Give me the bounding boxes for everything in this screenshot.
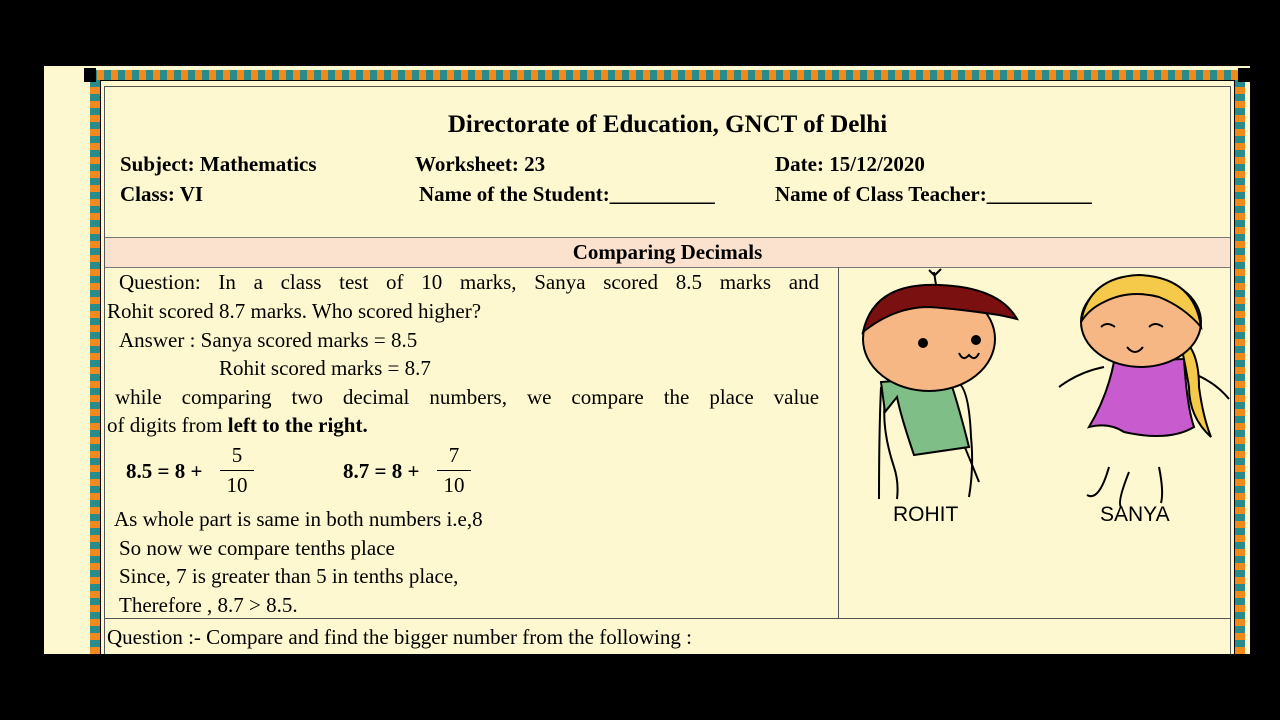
teacher-name-field: Name of Class Teacher:__________: [775, 182, 1092, 206]
word: place: [709, 385, 754, 409]
word: value: [773, 385, 820, 409]
subject-label: Subject: Mathematics: [120, 152, 317, 176]
worksheet-page: [44, 66, 1250, 654]
answer-line-2: Rohit scored marks = 8.7: [219, 356, 431, 380]
border-corner-right: [1238, 68, 1250, 82]
word: comparing: [181, 385, 272, 409]
expression-2-lhs: 8.7 = 8 +: [343, 459, 420, 483]
worksheet-date: Date: 15/12/2020: [775, 152, 925, 176]
illustration-cell: [839, 267, 1230, 619]
word: two: [291, 385, 323, 409]
border-corner-left: [84, 68, 96, 82]
word: Sanya: [534, 270, 586, 294]
step-4-conclusion: Therefore , 8.7 > 8.5.: [119, 593, 298, 617]
worksheet-number: Worksheet: 23: [415, 152, 546, 176]
student-name-field: Name of the Student:__________: [419, 182, 715, 206]
worksheet-frame: [104, 86, 1231, 654]
kids-illustration: [839, 267, 1230, 618]
class-label: Class: VI: [120, 182, 204, 206]
word: numbers,: [429, 385, 507, 409]
explanation-emphasis: left to the right.: [227, 413, 368, 437]
word: the: [663, 385, 690, 409]
step-1: As whole part is same in both numbers i.e,8: [114, 507, 483, 531]
lesson-cell: [105, 267, 839, 619]
institution-heading: Directorate of Education, GNCT of Delhi: [447, 111, 888, 138]
answer-line-1: Answer : Sanya scored marks = 8.5: [119, 328, 418, 352]
step-3: Since, 7 is greater than 5 in tenths place,: [119, 564, 459, 588]
question-line-2: Rohit scored 8.7 marks. Who scored higher?: [107, 299, 482, 323]
sanya-figure: [1059, 275, 1229, 507]
word: Question:: [119, 270, 201, 294]
rohit-figure: [863, 269, 1017, 499]
fraction-2-numerator: 7: [437, 443, 471, 471]
decorative-border-right: [1235, 80, 1245, 654]
fraction-five-tenths: [220, 443, 254, 498]
word: of: [386, 270, 404, 294]
word: 10: [421, 270, 443, 294]
topic-title: Comparing Decimals: [105, 237, 1230, 268]
decorative-border-left: [90, 80, 100, 654]
word: and: [788, 270, 820, 294]
word: a: [253, 270, 263, 294]
word: test: [339, 270, 369, 294]
fraction-seven-tenths: [437, 443, 471, 498]
practice-question: Question :- Compare and find the bigger number from the following :: [107, 625, 692, 649]
expression-1-lhs: 8.5 = 8 +: [126, 459, 203, 483]
word: In: [218, 270, 236, 294]
word: marks,: [459, 270, 517, 294]
sanya-label: SANYA: [1100, 503, 1170, 526]
word: we: [526, 385, 552, 409]
word: class: [280, 270, 322, 294]
fraction-2-denominator: 10: [443, 473, 465, 497]
explanation-line-1: [107, 385, 819, 410]
explanation-prefix: of digits from: [107, 413, 228, 437]
question-line-1: [107, 270, 819, 295]
explanation-line-2: [107, 413, 368, 438]
word: compare: [571, 385, 644, 409]
rohit-label: ROHIT: [893, 503, 959, 526]
fraction-1-denominator: 10: [226, 473, 248, 497]
step-2: So now we compare tenths place: [119, 536, 395, 560]
word: while: [115, 385, 162, 409]
word: scored: [603, 270, 659, 294]
word: 8.5: [675, 270, 702, 294]
decorative-border-top: [90, 70, 1245, 80]
fraction-1-numerator: 5: [220, 443, 254, 471]
word: marks: [719, 270, 772, 294]
word: decimal: [342, 385, 410, 409]
